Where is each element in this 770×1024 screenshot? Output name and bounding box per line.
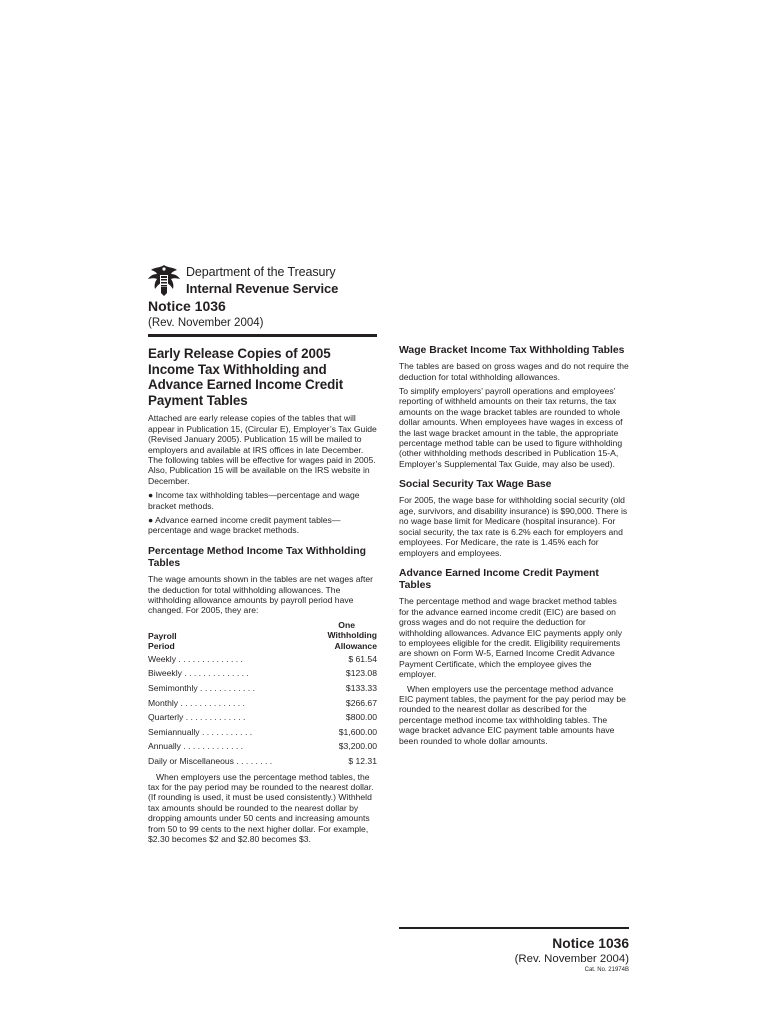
column-header-payroll-period: Payroll Period xyxy=(148,630,177,652)
table-header xyxy=(148,620,377,652)
table-row: Biweekly . . . . . . . . . . . . . . $123.08 xyxy=(148,668,377,679)
table-row: Quarterly . . . . . . . . . . . . . $800.00 xyxy=(148,712,377,723)
social-security-paragraph: For 2005, the wage base for withholding social security (old age, survivors, and disability insurance) is $90,000. There is no wage base limit for Medicare (hospital insurance). For social security, the tax rate is 6.2% each for employers and employees. For Medicare, the rate is 1.45% each for employers and employees. xyxy=(399,495,628,558)
section-heading-advance-eic: Advance Earned Income Credit Payment Tables xyxy=(399,567,599,592)
intro-paragraph: Attached are early release copies of the tables that will appear in Publication 15, (Circular E), Employer’s Tax Guide (Revised January 2005). Publication 15 will be mailed to employers and available at IRS offices in late December. The following tables will be effective for wages paid in 2005. Also, Publication 15 will be available on the IRS website in December. xyxy=(148,413,377,486)
section-heading-percentage-method: Percentage Method Income Tax Withholding Tables xyxy=(148,545,366,570)
department-name: Department of the Treasury xyxy=(186,265,336,279)
agency-name: Internal Revenue Service xyxy=(186,281,339,296)
advance-eic-paragraph-2: When employers use the percentage method advance EIC payment tables, the payment for the pay period may be rounded to the nearest dollar as described for the percentage method income tax withholding tables. The wage bracket advance EIC payment table amounts have been rounded to whole dollar amounts. xyxy=(399,683,626,746)
treasury-eagle-icon xyxy=(146,262,182,298)
table-row: Semimonthly . . . . . . . . . . . . $133.33 xyxy=(148,683,377,694)
bullet-item: ● Advance earned income credit payment tables—percentage and wage bracket methods. xyxy=(148,515,341,536)
footer-rule xyxy=(399,927,629,929)
footer-revision-date: (Rev. November 2004) xyxy=(514,953,629,965)
bullet-item: ● Income tax withholding tables—percentage and wage bracket methods. xyxy=(148,490,360,511)
table-row: Daily or Miscellaneous . . . . . . . . $ 12.31 xyxy=(148,756,377,767)
document-title: Early Release Copies of 2005 Income Tax Withholding and Advance Earned Income Credit Payment Tables xyxy=(148,346,344,408)
wage-bracket-paragraph-2: To simplify employers’ payroll operations and employees’ reporting of withheld amounts on their tax returns, the tax amounts on the wage bracket tables are rounded to whole dollar amounts. When employees have wages in excess of the last wage bracket amount in the table, the appropriate percentage method table can be used to figure withholding (other withholding methods described in Publication 15-A, Employer’s Supplemental Tax Guide, may also be used). xyxy=(399,386,623,469)
table-row: Semiannually . . . . . . . . . . . $1,600.00 xyxy=(148,726,377,737)
table-row: Monthly . . . . . . . . . . . . . . $266.67 xyxy=(148,697,377,708)
right-column xyxy=(399,345,629,750)
section-heading-social-security: Social Security Tax Wage Base xyxy=(399,479,552,491)
column-header-allowance: One Withholding Allowance xyxy=(327,619,377,651)
advance-eic-paragraph-1: The percentage method and wage bracket method tables for the advance earned income credit (EIC) are based on gross wages and do not require the deduction for withholding allowances. Advance EIC payments apply only to employees eligible for the credit. Eligibility requirements are shown on Form W-5, Earned Income Credit Advance Payment Certificate, which the employee gives the employer. xyxy=(399,596,623,680)
table-row: Weekly . . . . . . . . . . . . . . $ 61.54 xyxy=(148,653,377,664)
left-column xyxy=(148,346,377,848)
percentage-method-paragraph: The wage amounts shown in the tables are net wages after the deduction for total withholding allowances. The withholding allowance amounts by payroll period have changed. For 2005, they are: xyxy=(148,574,374,616)
footer-notice-number: Notice 1036 xyxy=(552,936,629,951)
table-row: Annually . . . . . . . . . . . . . $3,200.00 xyxy=(148,741,377,752)
wage-bracket-paragraph-1: The tables are based on gross wages and do not require the deduction for total withholding allowances. xyxy=(399,361,629,382)
header-rule xyxy=(148,334,377,337)
rounding-paragraph: When employers use the percentage method tables, the tax for the pay period may be rounded to the nearest dollar. (If rounding is used, it must be used consistently.) Withheld tax amounts should be rounded to the nearest dollar by dropping amounts under 50 cents and increasing amounts from 50 to 99 cents to the next higher dollar. For example, $2.30 becomes $2 and $2.80 becomes $3. xyxy=(148,771,374,845)
irs-logo xyxy=(146,262,386,302)
catalog-number: Cat. No. 21974B xyxy=(584,967,629,973)
revision-date: (Rev. November 2004) xyxy=(148,317,264,329)
notice-number: Notice 1036 xyxy=(148,298,226,314)
section-heading-wage-bracket: Wage Bracket Income Tax Withholding Tables xyxy=(399,345,625,356)
withholding-allowance-table xyxy=(148,620,377,769)
